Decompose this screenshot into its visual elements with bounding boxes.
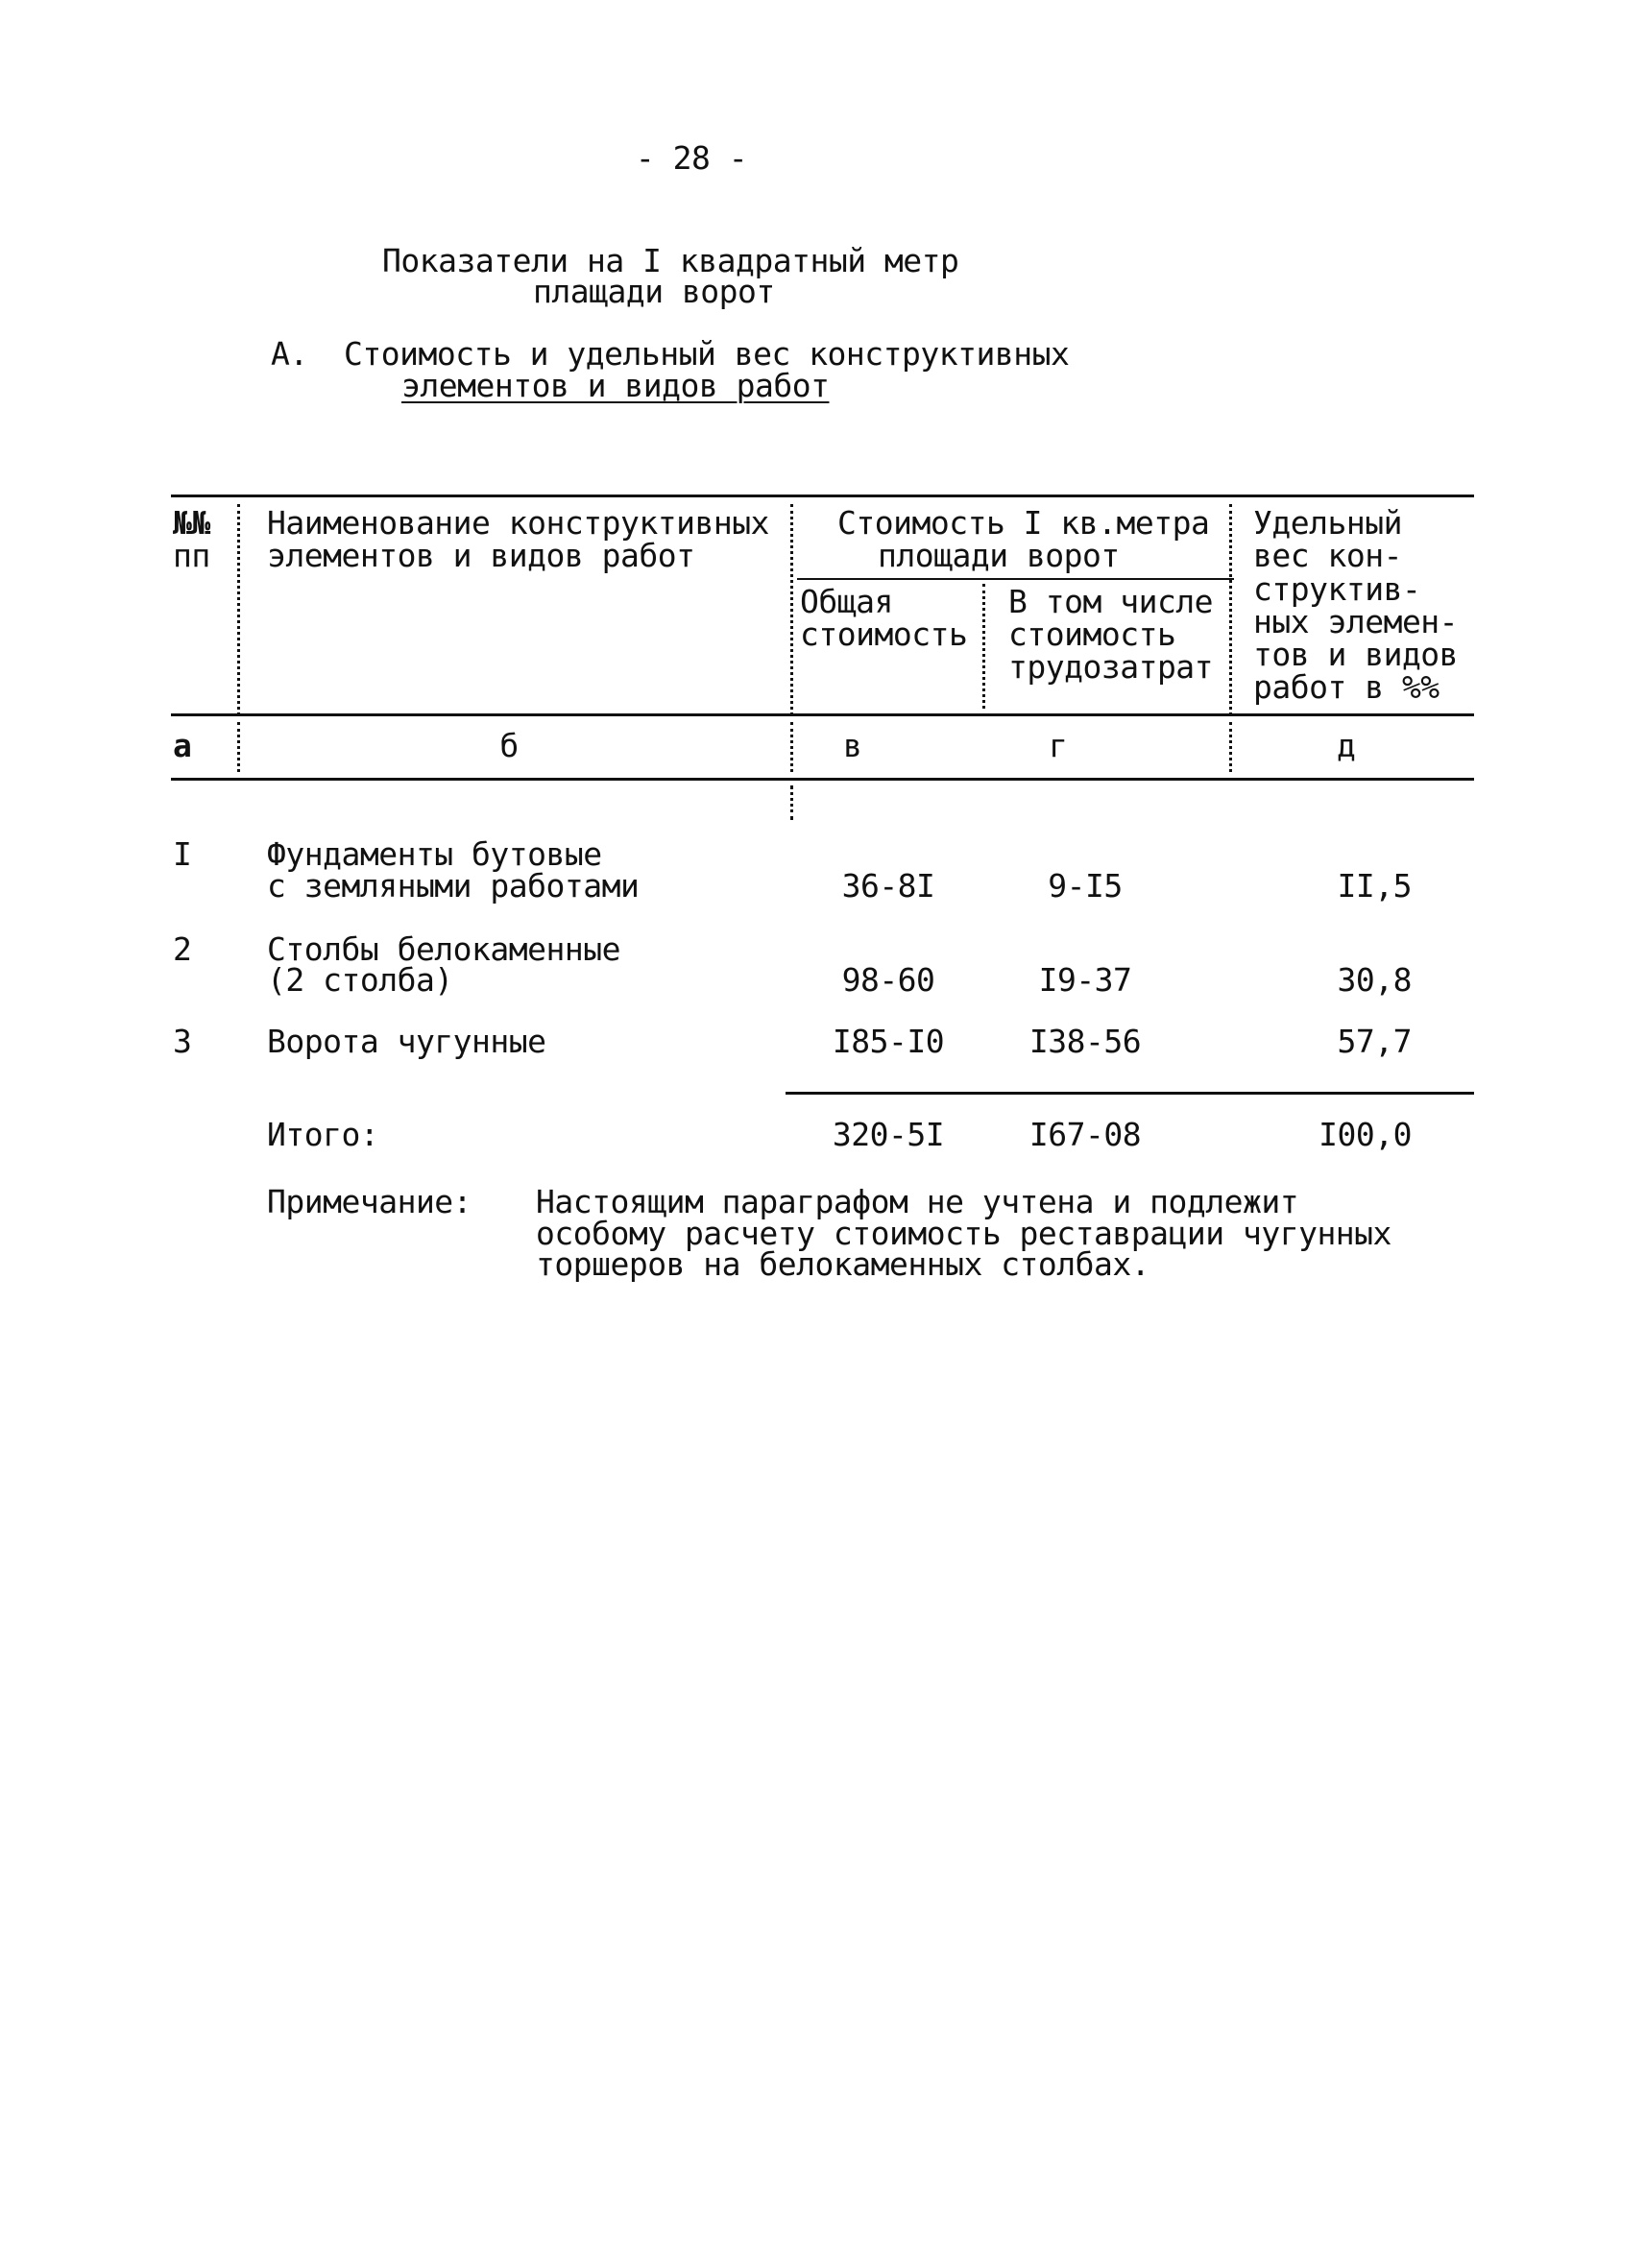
row-3-num: 3 [173,1023,192,1060]
row-3-labor: I38-56 [1028,1023,1142,1060]
row-3-name-line1: Ворота чугунные [267,1023,546,1060]
note-line2: особому расчету стоимость реставрации чугунных [536,1215,1391,1252]
header-labor-line2: стоимость [1008,615,1176,653]
totals-rule [786,1092,1474,1095]
page-number: - 28 - [635,139,748,177]
col-sep-2c [790,785,793,820]
totals-total: 320-5I [832,1116,945,1153]
page-title-line1: Показатели на I квадратный метр [382,242,959,279]
header-share-line2: вес кон- [1253,537,1402,574]
row-1-name-line1: Фундаменты бутовые [267,835,602,873]
row-2-labor: I9-37 [1038,961,1132,999]
header-num-line1: №№ [173,504,210,542]
col-letter-v: в [843,727,862,764]
header-cost-line2: площади ворот [878,537,1120,574]
totals-label: Итого: [267,1116,379,1153]
row-2-num: 2 [173,930,192,968]
row-2-name-line1: Столбы белокаменные [267,930,620,968]
row-1-share: II,5 [1337,867,1412,905]
col-letter-a: а [173,727,192,764]
row-2-name-line2: (2 столба) [267,961,453,999]
note-line3: торшеров на белокаменных столбах. [536,1245,1150,1283]
row-3-total: I85-I0 [832,1023,945,1060]
header-labor-line1: В том числе [1008,583,1214,620]
note-label: Примечание: [267,1183,472,1220]
header-share-line6: работ в %% [1253,668,1439,706]
row-2-total: 98-60 [841,961,935,999]
col-sep-3 [982,584,985,709]
cost-subheader-rule [797,578,1234,580]
col-sep-4 [1229,504,1232,715]
letters-bottom-rule [171,778,1474,781]
col-letter-b: б [499,727,519,764]
header-share-line3: структив- [1253,570,1421,608]
page-title-line2: плащади ворот [533,273,775,310]
section-title-line1: Стоимость и удельный вес конструктивных [344,335,1070,373]
header-total-line2: стоимость [800,615,968,653]
row-3-share: 57,7 [1337,1023,1412,1060]
row-2-share: 30,8 [1337,961,1412,999]
col-sep-2b [790,722,793,772]
section-label: А. [271,335,308,373]
header-share-line4: ных элемен- [1253,603,1459,640]
totals-labor: I67-08 [1028,1116,1142,1153]
row-1-num: I [173,835,192,873]
col-letter-d: д [1337,727,1356,764]
table-top-rule [171,495,1474,497]
header-share-line5: тов и видов [1253,636,1459,673]
header-name-line2: элементов и видов работ [267,537,695,574]
col-sep-4b [1229,722,1232,772]
col-sep-1 [237,504,240,715]
totals-share: I00,0 [1318,1116,1412,1153]
header-num-line2: пп [173,537,210,574]
header-bottom-rule [171,713,1474,716]
col-letter-g: г [1049,727,1068,764]
row-1-total: 36-8I [841,867,935,905]
header-total-line1: Общая [800,583,893,620]
header-cost-line1: Стоимость I кв.метра [837,504,1210,542]
header-labor-line3: трудозатрат [1008,648,1214,686]
header-name-line1: Наименование конструктивных [267,504,769,542]
note-line1: Настоящим параграфом не учтена и подлежит [536,1183,1299,1220]
header-share-line1: Удельный [1253,504,1402,542]
row-1-labor: 9-I5 [1048,867,1123,905]
col-sep-2 [790,504,793,715]
section-title-line2: элементов и видов работ [401,367,830,404]
row-1-name-line2: с земляными работами [267,867,640,905]
col-sep-1b [237,722,240,772]
